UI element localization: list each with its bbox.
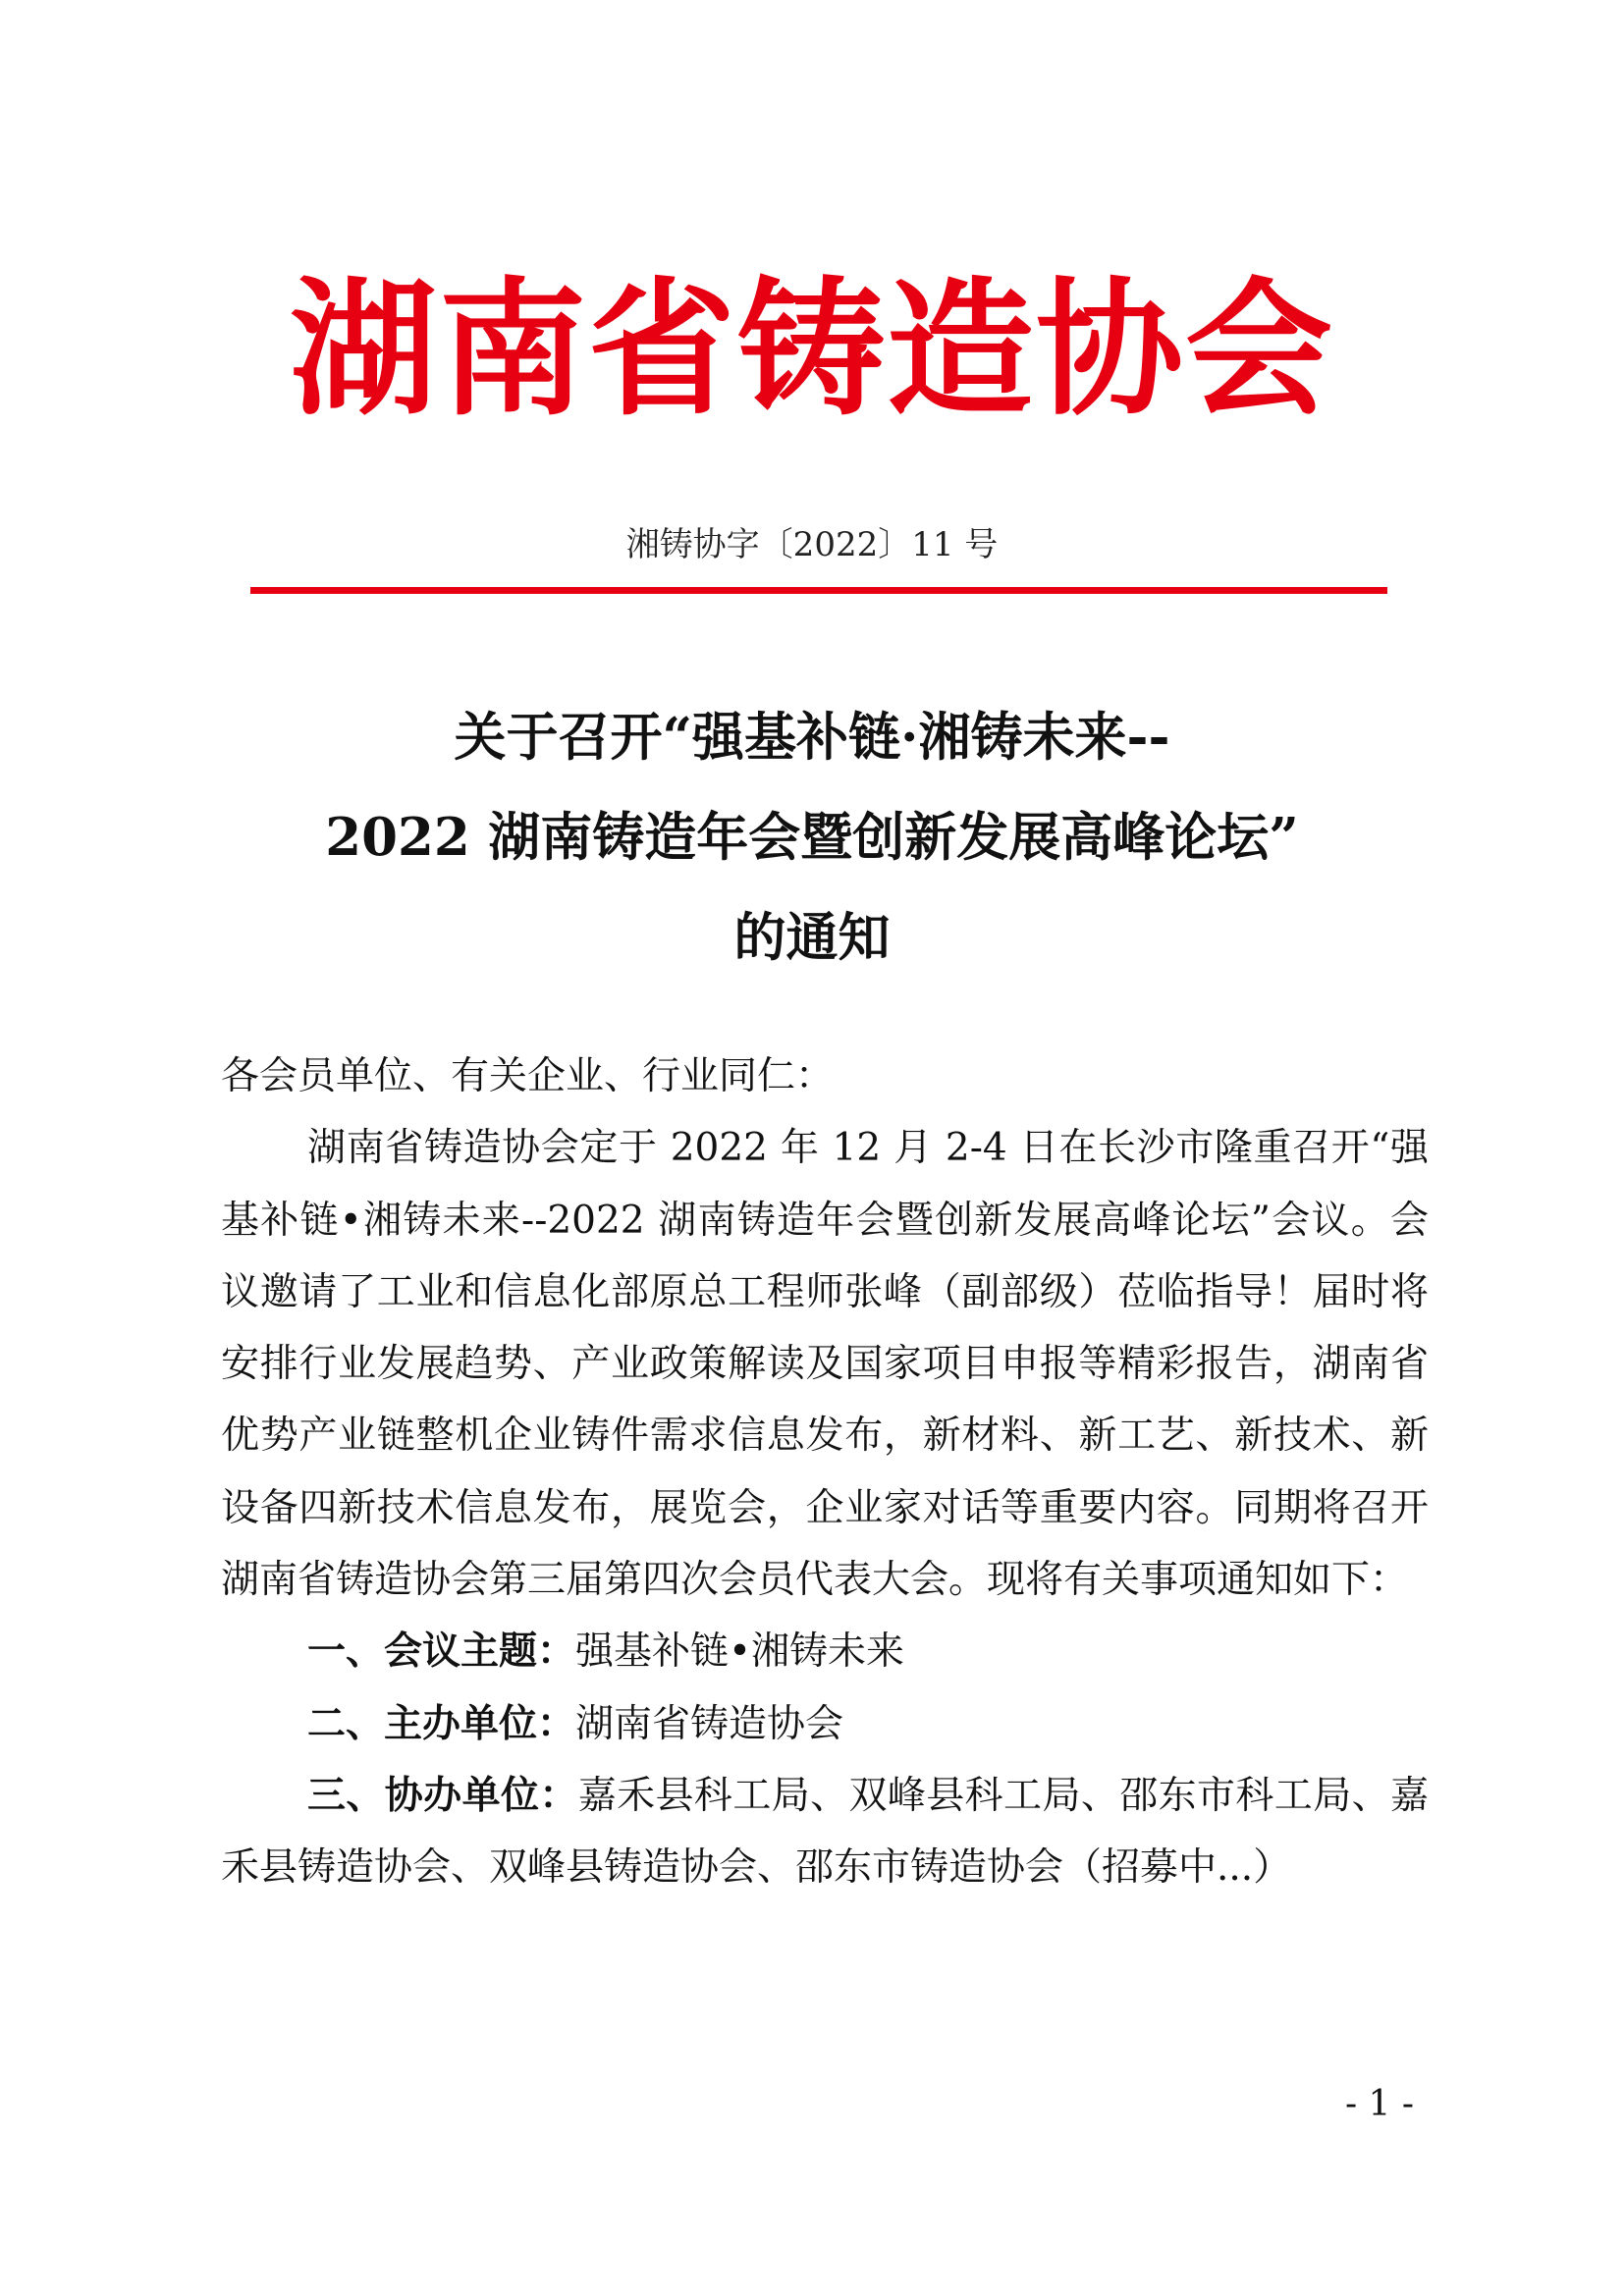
document-number: 湘铸协字〔2022〕11 号 <box>625 525 999 564</box>
page-number: - 1 - <box>1344 2084 1415 2124</box>
notice-body <box>221 1041 1429 1904</box>
red-divider-line <box>250 587 1387 594</box>
notice-title <box>0 687 1624 988</box>
section-text: 嘉禾县科工局、双峰县科工局、邵东市科工局、嘉禾县铸造协会、双峰县铸造协会、邵东市铸造协会（招募中...） <box>221 1773 1429 1891</box>
section-organizer <box>221 1688 1429 1760</box>
section-theme <box>221 1616 1429 1687</box>
section-text: 强基补链•湘铸未来 <box>575 1629 905 1675</box>
section-heading: 三、协办单位： <box>307 1772 578 1818</box>
salutation: 各会员单位、有关企业、行业同仁： <box>221 1054 835 1098</box>
section-heading: 二、主办单位： <box>307 1700 576 1746</box>
title-line-1: 关于召开“强基补链·湘铸未来-- <box>454 707 1170 768</box>
org-masthead: 湖南省铸造协会 <box>289 265 1334 436</box>
section-co-organizers <box>221 1760 1429 1904</box>
section-heading: 一、会议主题： <box>307 1629 576 1675</box>
intro-paragraph: 湖南省铸造协会定于 2022 年 12 月 2-4 日在长沙市隆重召开“强基补链•湘铸未来--2022 湖南铸造年会暨创新发展高峰论坛”会议。会议邀请了工业和信息化部原总工程师张峰（副部级）莅临指导！届时将安排行业发展趋势、产业政策解读及国家项目申报等精彩报告，湖南省优势产业链整机企业铸件需求信息发布，新材料、新工艺、新技术、新设备四新技术信息发布，展览会，企业家对话等重要内容。同期将召开湖南省铸造协会第三届第四次会员代表大会。现将有关事项通知如下： <box>221 1126 1429 1603</box>
section-text: 湖南省铸造协会 <box>575 1701 844 1746</box>
title-line-2: 2022 湖南铸造年会暨创新发展高峰论坛” <box>325 807 1299 868</box>
title-line-3: 的通知 <box>733 907 891 968</box>
